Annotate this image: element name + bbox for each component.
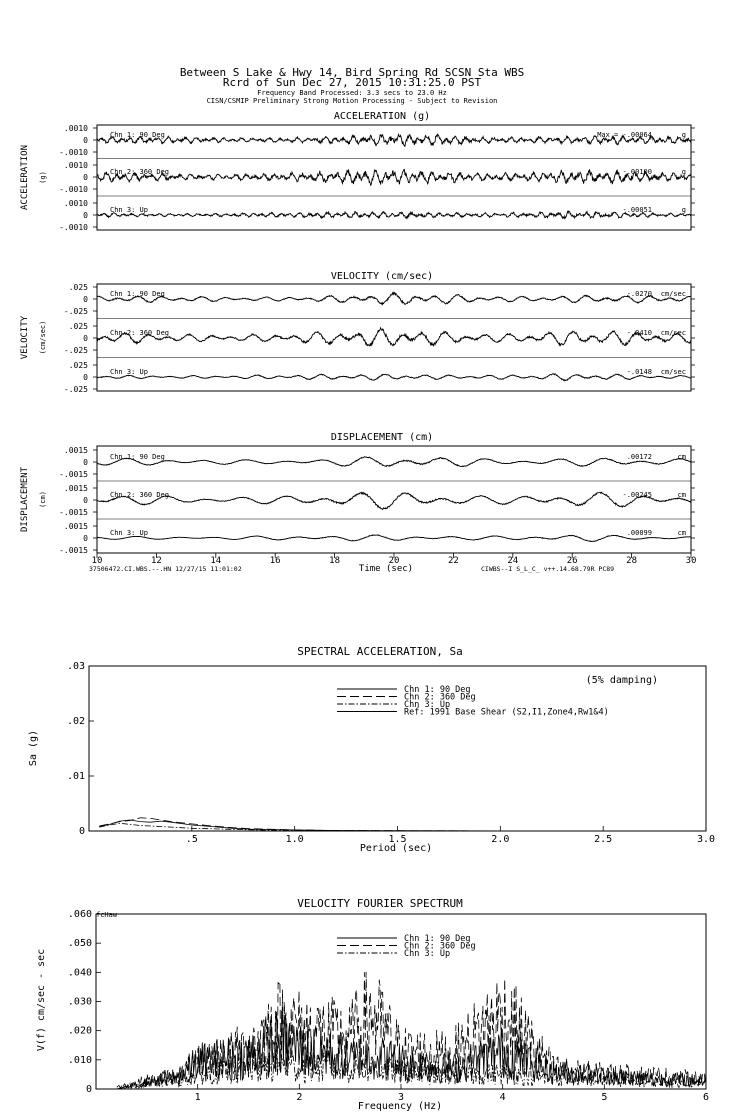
time-axis-tick-label: 30: [685, 556, 697, 566]
channel-peak-value: -.00245: [622, 491, 652, 499]
y-tick-label: .010: [67, 1054, 92, 1066]
time-axis-label: Time (sec): [358, 564, 414, 574]
channel-peak-value: Max = -.00064: [597, 131, 652, 139]
time-axis-tick-label: 28: [626, 556, 638, 566]
legend-entry: Chn 3: Up: [404, 700, 451, 710]
channel-tick-zero: 0: [83, 295, 88, 304]
channel-trace-group: [64, 283, 695, 316]
channel-tick-bottom: -.0015: [59, 546, 88, 555]
channel-tick-bottom: -.025: [63, 346, 88, 355]
sa-damping-note: (5% damping): [585, 675, 658, 686]
panel-side-label: DISPLACEMENT: [20, 466, 30, 533]
channel-peak-unit: cm/sec: [660, 290, 686, 298]
x-tick-label: 4: [499, 1092, 506, 1103]
channel-waveform-line: [97, 374, 691, 381]
channel-peak-value: -.00051: [622, 206, 652, 214]
channel-tick-zero: 0: [83, 211, 88, 220]
channel-waveform-line: [97, 328, 691, 346]
y-tick-label: .050: [67, 938, 92, 950]
channel-tick-top: .025: [68, 283, 88, 292]
y-tick-label: 0: [85, 1084, 92, 1095]
channel-trace-group: [59, 196, 695, 232]
fs-x-axis-label: Frequency (Hz): [357, 1101, 443, 1112]
fs-corner-label: fcHaw: [96, 911, 118, 919]
x-tick-label: 2: [296, 1092, 303, 1103]
channel-trace-group: [59, 519, 695, 555]
channel-tick-top: .025: [68, 361, 88, 370]
channel-name: Chn 1: 90 Deg: [110, 453, 165, 461]
sa-x-axis-label: Period (sec): [359, 843, 433, 854]
channel-tick-zero: 0: [83, 373, 88, 382]
panel-frame: [97, 446, 691, 553]
channel-tick-zero: 0: [83, 136, 88, 145]
x-tick-label: 6: [702, 1092, 710, 1103]
channel-tick-top: .0010: [63, 199, 88, 208]
channel-waveform-line: [97, 293, 691, 305]
time-axis-tick-label: 24: [507, 556, 519, 566]
panel-unit-label: (cm): [39, 491, 47, 508]
channel-tick-zero: 0: [83, 334, 88, 343]
spectral-acceleration-chart: [28, 645, 715, 854]
legend-entry: Chn 2: 360 Deg: [404, 692, 476, 703]
channel-tick-zero: 0: [83, 534, 88, 543]
channel-tick-top: .025: [68, 322, 88, 331]
time-axis-tick-label: 14: [210, 556, 222, 566]
channel-peak-unit: cm: [677, 491, 686, 499]
header-processing-line: CISN/CSMIP Preliminary Strong Motion Processing - Subject to Revision: [206, 97, 498, 105]
x-tick-label: 3: [397, 1092, 405, 1103]
x-tick-label: 5: [601, 1092, 608, 1103]
series-line: [99, 818, 706, 831]
channel-peak-value: -.0148: [626, 368, 652, 376]
panel-title: VELOCITY (cm/sec): [330, 271, 434, 282]
channel-peak-unit: g: [681, 168, 686, 176]
channel-waveform-line: [97, 492, 691, 509]
time-axis-footer-right: CIWBS--I S_L_C_ v++.14.68.79R PC89: [481, 565, 615, 573]
channel-tick-bottom: -.0015: [59, 508, 88, 517]
legend-entry: Chn 2: 360 Deg: [404, 941, 476, 952]
channel-peak-value: -.00100: [622, 168, 652, 176]
time-axis-tick-label: 12: [150, 556, 162, 566]
time-axis-tick-label: 10: [91, 556, 103, 566]
channel-trace-group: [59, 481, 695, 517]
x-tick-label: 1.0: [285, 834, 304, 845]
channel-peak-unit: g: [681, 206, 686, 214]
sa-y-axis-label: Sa (g): [28, 729, 39, 767]
time-axis-tick-label: 20: [388, 556, 400, 566]
time-series-panels: [20, 111, 695, 555]
channel-peak-unit: cm/sec: [660, 368, 686, 376]
channel-tick-zero: 0: [83, 173, 88, 182]
y-tick-label: .040: [67, 967, 92, 979]
channel-name: Chn 2: 360 Deg: [110, 491, 170, 499]
y-tick-label: .02: [66, 716, 85, 727]
y-tick-label: .030: [67, 996, 92, 1008]
channel-tick-bottom: -.025: [63, 385, 88, 394]
channel-waveform-line: [97, 457, 691, 467]
channel-peak-unit: g: [681, 131, 686, 139]
panel-unit-label: (g): [39, 171, 47, 184]
channel-tick-bottom: -.0010: [59, 148, 88, 157]
channel-waveform-line: [97, 169, 691, 185]
channel-trace-group: [64, 358, 695, 395]
x-tick-label: 1.5: [388, 834, 407, 845]
channel-tick-bottom: -.0010: [59, 223, 88, 232]
legend-entry: Chn 3: Up: [404, 949, 451, 959]
channel-waveform-line: [97, 211, 691, 219]
legend-entry: Ref: 1991 Base Shear (S2,I1,Zone4,Rw1&4): [404, 707, 609, 718]
channel-waveform-line: [97, 535, 691, 542]
channel-peak-unit: cm: [677, 453, 686, 461]
channel-peak-unit: cm/sec: [660, 329, 686, 337]
channel-trace-group: [59, 446, 695, 479]
channel-trace-group: [59, 124, 695, 157]
x-tick-label: .5: [185, 834, 198, 845]
time-series-panel-3: [20, 432, 695, 555]
channel-name: Chn 3: Up: [110, 206, 148, 214]
fs-y-axis-label: V(f) cm/sec - sec: [36, 948, 47, 1052]
chart-frame: [89, 666, 706, 831]
channel-tick-zero: 0: [83, 458, 88, 467]
panel-side-label: ACCELERATION: [20, 144, 30, 211]
panel-unit-label: (cm/sec): [39, 320, 47, 355]
header-record-line: Rcrd of Sun Dec 27, 2015 10:31:25.0 PST: [222, 76, 482, 89]
fs-title: VELOCITY FOURIER SPECTRUM: [297, 897, 463, 910]
time-axis-tick-label: 26: [566, 556, 578, 566]
channel-tick-bottom: -.0015: [59, 470, 88, 479]
channel-tick-zero: 0: [83, 496, 88, 505]
channel-name: Chn 3: Up: [110, 529, 148, 537]
y-tick-label: .01: [66, 771, 85, 782]
time-series-panel-1: [20, 111, 695, 232]
time-axis-tick-label: 16: [269, 556, 281, 566]
legend-entry: Chn 1: 90 Deg: [404, 685, 471, 695]
channel-name: Chn 3: Up: [110, 368, 148, 376]
y-tick-label: .060: [67, 909, 92, 920]
channel-peak-value: -.0270: [626, 290, 652, 298]
panel-title: ACCELERATION (g): [333, 111, 431, 122]
channel-tick-bottom: -.0010: [59, 185, 88, 194]
channel-name: Chn 1: 90 Deg: [110, 290, 165, 298]
channel-trace-group: [59, 159, 695, 195]
channel-tick-top: .0010: [63, 124, 88, 133]
velocity-fourier-spectrum-chart: [36, 897, 709, 1112]
channel-tick-top: .0015: [63, 446, 88, 455]
channel-peak-value: .00099: [626, 529, 652, 537]
time-axis-footer-left: 37506472.CI.WBS.--.HN 12/27/15 11:01:02: [89, 565, 242, 573]
y-tick-label: .020: [67, 1025, 92, 1037]
time-axis: [89, 553, 696, 574]
time-axis-tick-label: 22: [447, 556, 459, 566]
channel-name: Chn 2: 360 Deg: [110, 329, 170, 337]
channel-tick-top: .0010: [63, 161, 88, 170]
y-tick-label: .03: [66, 661, 85, 672]
channel-name: Chn 1: 90 Deg: [110, 131, 165, 139]
y-tick-label: 0: [78, 826, 85, 837]
channel-name: Chn 2: 360 Deg: [110, 168, 170, 176]
series-line: [99, 820, 706, 831]
x-tick-label: 2.5: [594, 834, 613, 845]
legend-entry: Chn 1: 90 Deg: [404, 934, 471, 944]
x-tick-label: 3.0: [696, 834, 716, 845]
channel-peak-value: .00172: [626, 453, 652, 461]
channel-peak-value: -.0410: [626, 329, 652, 337]
channel-trace-group: [64, 319, 695, 356]
channel-tick-top: .0015: [63, 484, 88, 493]
record-header: [180, 66, 524, 105]
channel-tick-bottom: -.025: [63, 307, 88, 316]
channel-tick-top: .0015: [63, 522, 88, 531]
x-tick-label: 1: [194, 1092, 201, 1103]
panel-side-label: VELOCITY: [20, 315, 30, 360]
time-series-panel-2: [20, 271, 695, 394]
sa-title: SPECTRAL ACCELERATION, Sa: [297, 645, 463, 658]
channel-peak-unit: cm: [677, 529, 686, 537]
x-tick-label: 2.0: [491, 834, 510, 845]
time-axis-tick-label: 18: [329, 556, 341, 566]
chart-frame: [96, 914, 706, 1089]
panel-title: DISPLACEMENT (cm): [330, 432, 434, 443]
header-band-line: Frequency Band Processed: 3.3 secs to 23.0 Hz: [257, 89, 447, 97]
header-station-line: Between S Lake & Hwy 14, Bird Spring Rd SCSN Sta WBS: [179, 66, 525, 79]
